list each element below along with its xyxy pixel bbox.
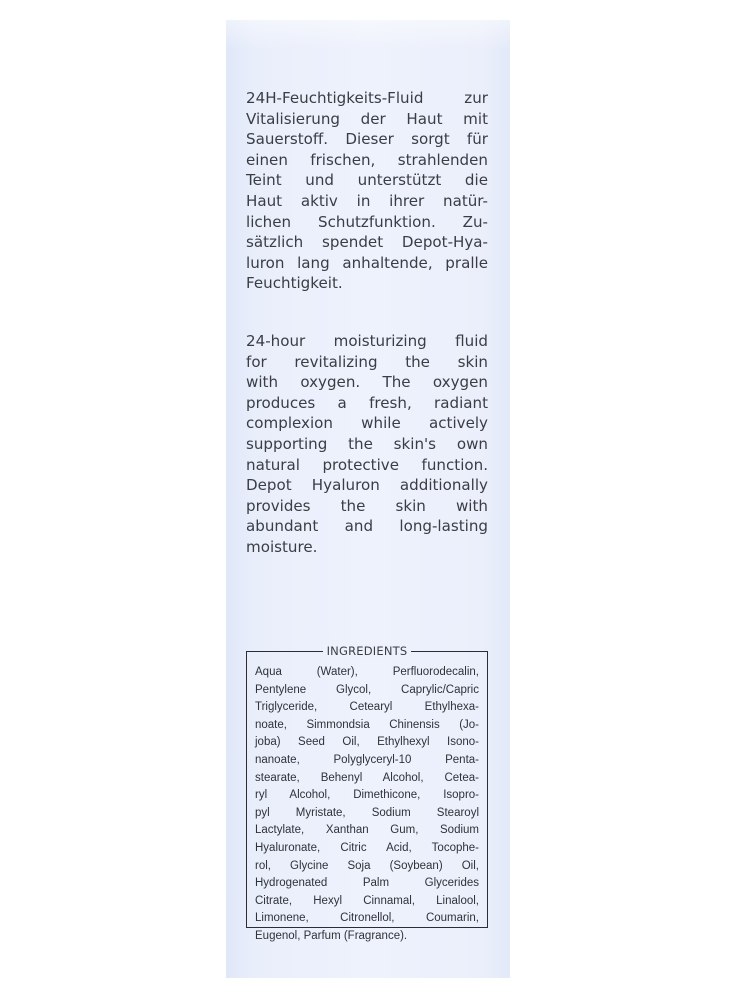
ingredients-line: Hydrogenated Palm Glycerides: [255, 877, 479, 890]
english-description: [246, 331, 488, 558]
ingredients-line: noate, Simmondsia Chinensis (Jo-: [255, 718, 479, 731]
german-line: einen frischen, strahlenden: [246, 150, 488, 169]
english-line: moisture.: [246, 537, 318, 556]
english-line: 24-hour moisturizing fluid: [246, 332, 488, 350]
english-line: produces a fresh, radiant: [246, 393, 488, 412]
ingredients-line: stearate, Behenyl Alcohol, Ceteа-: [255, 771, 479, 784]
english-line: abundant and long-lasting: [246, 517, 488, 536]
german-line: lichen Schutzfunktion. Zu-: [246, 212, 488, 231]
german-line: Sauerstoff. Dieser sorgt für: [246, 130, 488, 149]
ingredients-line: joba) Seed Oil, Ethylhexyl Isono-: [255, 736, 479, 749]
ingredients-title: INGREDIENTS: [323, 644, 412, 658]
ingredients-line: Citrate, Hexyl Cinnamal, Linalool,: [255, 894, 479, 907]
english-line: for revitalizing the skin: [246, 352, 488, 371]
ingredients-line: Limonene, Citronellol, Coumarin,: [255, 912, 479, 925]
ingredients-line: nanoate, Polyglyceryl-10 Penta-: [255, 753, 479, 766]
ingredients-list: [255, 664, 479, 946]
ingredients-line: Aqua (Water), Perfluorodecalin,: [255, 666, 479, 678]
german-line: Haut aktiv in ihrer natür-: [246, 191, 488, 210]
ingredients-heading: [247, 643, 487, 659]
ingredients-line: Pentylene Glycol, Caprylic/Capric: [255, 683, 479, 696]
german-line: 24H-Feuchtigkeits-Fluid zur: [246, 89, 488, 107]
ingredients-line: rol, Glycine Soja (Soybean) Oil,: [255, 859, 479, 872]
ingredients-line: Lactylate, Xanthan Gum, Sodium: [255, 824, 479, 837]
ingredients-line: ryl Alcohol, Dimethicone, Isopro-: [255, 789, 479, 802]
ingredients-line: Triglyceride, Cetearyl Ethylhexa-: [255, 701, 479, 714]
german-line: sätzlich spendet Depot-Hya-: [246, 233, 488, 252]
english-line: complexion while actively: [246, 414, 488, 433]
english-line: natural protective function.: [246, 455, 488, 474]
german-description: [246, 88, 488, 294]
ingredients-line: pyl Myristate, Sodium Stearoyl: [255, 806, 479, 819]
english-line: supporting the skin's own: [246, 434, 488, 453]
ingredients-box: [246, 644, 488, 942]
german-line: Vitalisierung der Haut mit: [246, 109, 488, 128]
ingredients-line: Hyaluronate, Citric Acid, Tocophe-: [255, 841, 479, 854]
english-line: with oxygen. The oxygen: [246, 373, 488, 392]
english-line: Depot Hyaluron additionally: [246, 476, 488, 495]
german-line: luron lang anhaltende, pralle: [246, 253, 488, 272]
german-line: Feuchtigkeit.: [246, 274, 343, 293]
ingredients-line: Eugenol, Parfum (Fragrance).: [255, 929, 408, 942]
english-line: provides the skin with: [246, 496, 488, 515]
german-line: Teint und unterstützt die: [246, 171, 488, 190]
